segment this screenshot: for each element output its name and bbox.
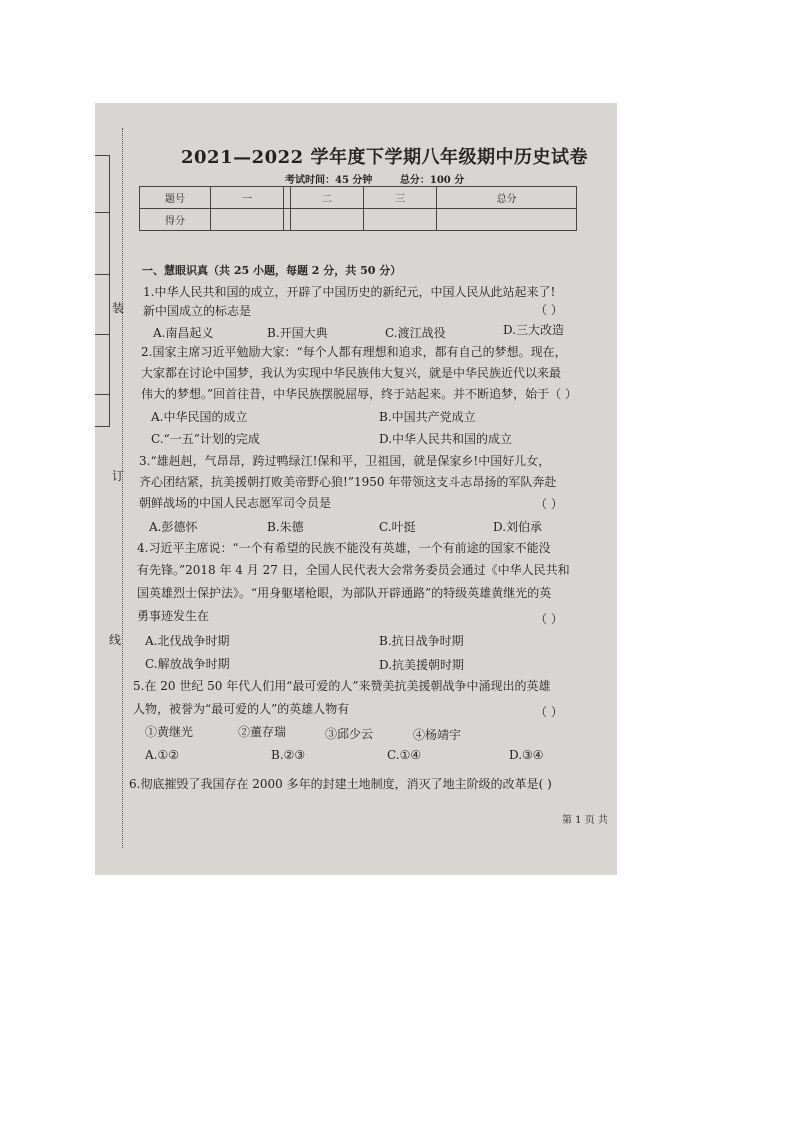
question-text: 3.“雄赳赳，气昂昂，跨过鸭绿江!保和平，卫祖国，就是保家乡!中国好儿女， [139,454,551,468]
option: B.朱德 [267,520,304,534]
binding-char-xian: 线 [109,633,122,647]
section-heading: 一、慧眼识真（共 25 小题，每题 2 分，共 50 分） [142,264,402,277]
option: B.②③ [271,748,306,762]
score-cell: 二 [290,187,363,209]
score-cell: 一 [211,187,284,209]
page-footer: 第 1 页 共 [562,815,608,826]
answer-paren: （ ） [535,303,563,317]
item: ②董存瑞 [238,725,287,739]
question-text: 朝鲜战场的中国人民志愿军司令员是 [139,496,332,510]
score-cell: 题号 [140,187,211,209]
question-text: 5.在 20 世纪 50 年代人们用“最可爱的人”来赞美抗美援朝战争中涌现出的英雄 [133,679,551,693]
answer-paren: （ ） [535,612,563,626]
question-text: 有先锋。”2018 年 4 月 27 日，全国人民代表大会常务委员会通过《中华人民共和 [137,563,570,577]
option: D.三大改造 [503,323,565,337]
binding-char-ding: 订 [112,469,125,483]
question-text: 新中国成立的标志是 [143,304,252,318]
option: C.渡江战役 [385,326,446,340]
exam-total-score: 总分：100 分 [399,175,465,186]
question-text: 1.中华人民共和国的成立，开辟了中国历史的新纪元，中国人民从此站起来了! [143,285,556,299]
score-cell [284,209,291,231]
option: C.“一五”计划的完成 [151,432,260,446]
option: B.开国大典 [267,326,328,340]
score-cell [284,187,291,209]
question-text: 伟大的梦想。”回首往昔，中华民族摆脱屈辱，终于站起来。并不断追梦，始于（ ） [141,387,577,401]
answer-paren: （ ） [535,705,563,719]
option: C.解放战争时期 [145,657,230,671]
option: C.①④ [387,748,422,762]
option: B.抗日战争时期 [379,634,464,648]
score-cell [364,209,437,231]
score-cell [437,209,577,231]
option: D.抗美援朝时期 [379,658,465,672]
question-text: 齐心团结紧，抗美援朝打败美帝野心狼!”1950 年带领这支斗志昂扬的军队奔赴 [139,475,557,489]
option: A.中华民国的成立 [151,410,248,424]
exam-time: 考试时间：45 分钟 [285,175,373,186]
item: ③邱少云 [325,727,374,741]
item: ①黄继光 [145,725,194,739]
option: A.南昌起义 [153,326,214,340]
item: ④杨靖宇 [413,728,462,742]
score-cell [211,209,284,231]
option: C.叶挺 [379,520,416,534]
score-cell: 三 [364,187,437,209]
score-table-header-row [140,187,577,209]
question-text: 6.彻底摧毁了我国存在 2000 多年的封建土地制度，消灭了地主阶级的改革是( ) [129,777,552,791]
answer-paren: （ ） [535,497,563,511]
score-table [139,186,577,231]
question-text: 大家都在讨论中国梦，我认为实现中华民族伟大复兴，就是中华民族近代以来最 [141,366,562,380]
score-cell: 总分 [437,187,577,209]
option: A.①② [145,748,179,762]
option: D.③④ [509,748,544,762]
exam-title: 2021—2022 学年度下学期八年级期中历史试卷 [181,147,588,168]
option: B.中国共产党成立 [379,410,476,424]
option: A.北伐战争时期 [145,634,230,648]
binding-dotted-line [122,128,123,848]
question-text: 勇事迹发生在 [137,609,210,623]
question-text: 国英雄烈士保护法》。“用身躯堵枪眼，为部队开辟通路”的特级英雄黄继光的英 [137,586,552,600]
question-text: 人物，被誉为“最可爱的人”的英雄人物有 [133,702,350,716]
question-text: 4.习近平主席说：“一个有希望的民族不能没有英雄，一个有前途的国家不能没 [137,541,551,555]
score-cell [290,209,363,231]
question-text: 2.国家主席习近平勉励大家：“每个人都有理想和追求，都有自己的梦想。现在， [141,345,567,359]
score-cell: 得分 [140,209,211,231]
option: D.刘伯承 [493,520,543,534]
exam-meta [285,171,488,186]
option: D.中华人民共和国的成立 [379,432,513,446]
binding-char-zhuang: 装 [112,301,125,315]
student-info-box [95,155,110,427]
exam-paper [95,103,617,875]
option: A.彭德怀 [149,520,198,534]
score-table-score-row [140,209,577,231]
